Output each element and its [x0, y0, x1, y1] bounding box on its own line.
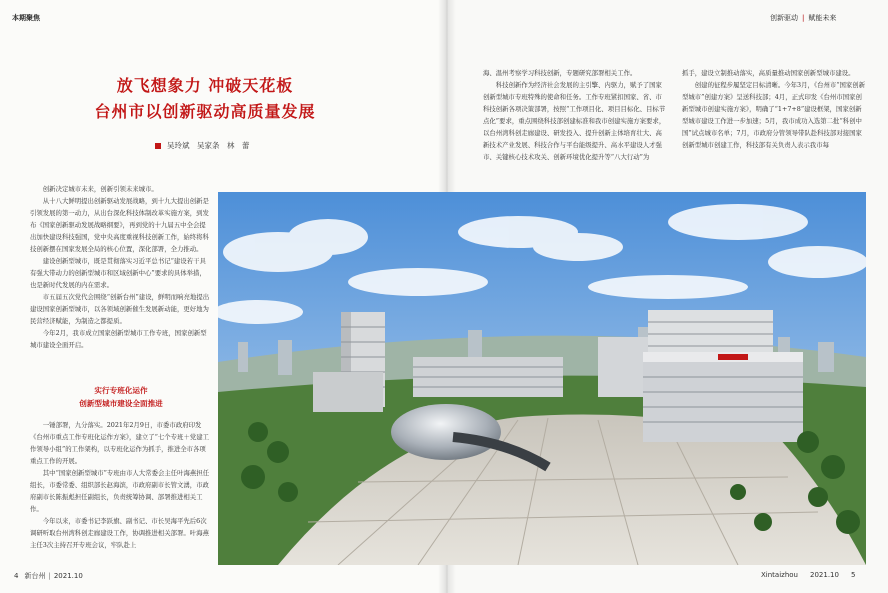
right-column-b [682, 67, 866, 151]
folio-left [14, 571, 83, 581]
paragraph: 市五届五次党代会围绕“创新台州”建设，鲜明而响亮地提出建设国家创新型城市，以各领域创新催生发展新动能，更好地为民营经济赋能，为制造之都提质。 [30, 293, 210, 325]
section-subhead [30, 384, 212, 410]
subhead-line-1: 实行专班化运作 [94, 386, 148, 395]
left-column-bottom [30, 419, 212, 551]
subhead-line-2: 创新型城市建设全面推进 [79, 399, 163, 408]
paragraph: 一锤部署，九分落实。2021年2月9日，市委市政府印发《台州市重点工作专班化运作方案》，建立了“七个专班＋党建工作领导小组”的工作架构，以专班化运作为抓手，推进全市各项重点工作的开展。 [30, 421, 210, 465]
dome-building [391, 404, 501, 460]
paragraph: 今年2月，我市成立国家创新型城市工作专班，国家创新型城市建设全面开启。 [30, 329, 207, 349]
page-number-left: 4 [14, 572, 19, 580]
paragraph: 创建的征程步履坚定目标清晰。今年3月，《台州市“国家创新型城市”创建方案》呈送科技部；4月，正式印发《台州市国家创新型城市创建实施方案》，明确了“1+7+8”建设框架，国家创新型城市建设工作进一步加速；5月，我市成功入选第二批“科创中国”试点城市名单；7月，市政府分管领导带队赴科技部对接国家创新型城市创建工作，科技部有关负责人表示我市每 [682, 81, 866, 149]
right-column-a [483, 67, 668, 163]
paragraph: 海、温州考察学习科技创新，专题研究部署相关工作。 [483, 69, 637, 77]
running-head-separator-icon: | [802, 14, 805, 22]
running-head-right [770, 13, 836, 23]
folio-separator-icon: | [48, 572, 51, 580]
byline [155, 140, 250, 151]
headline-line-2: 台州市以创新驱动高质量发展 [94, 102, 316, 121]
folio-right [761, 571, 855, 579]
paragraph: 其中“国家创新型城市”专班由市人大常委会主任叶海燕担任组长，市委常委、组织部长赵海滨，市政府副市长管文湧，市政府副市长陈振彪担任副组长，负责统筹协调、部署推进相关工作。 [30, 469, 210, 513]
long-building-center [413, 357, 563, 397]
page-number-right: 5 [850, 571, 856, 579]
paragraph: 从十八大鲜明提出创新驱动发展战略，到十九大提出创新是引领发展的第一动力，从出台深化科技体制改革实施方案，到发布《国家创新驱动发展战略纲要》，再到党的十九届五中全会提出加快建设科技强国，党中央高度重视科技创新工作，始终将科技创新摆在国家发展全局的核心位置，深化部署，全力推动。 [30, 197, 209, 253]
paragraph: 创新决定城市未来，创新引领未来城市。 [42, 185, 158, 193]
magazine-name-left: 新台州 [24, 572, 46, 580]
paragraph: 抓手，建设立制推动落实，高质量推动国家创新型城市建设。 [682, 69, 855, 77]
byline-authors: 吴玲斌 吴家条 林 蕾 [167, 141, 250, 150]
aerial-campus-photo [218, 192, 866, 565]
running-head-left: 本期聚焦 [12, 14, 40, 22]
running-head-right-b: 赋能未来 [808, 14, 837, 22]
paragraph: 科技创新作为经济社会发展的主引擎、内驱力，赋予了国家创新型城市专班特殊的使命和任务。工作专班紧扣国家、省、市科技创新各项决策部署，按照“工作项目化、项目目标化、目标节点化”要求，重点围绕科技部创建标准和我市创建实施方案要求，以台州湾科创走廊建设、研发投入、提升创新主体培育壮大、高新技术产业发展、科技合作与平台能级提升、高水平建设人才强市、关键核心技术攻关、创新环境优化提升等“八大行动”为 [483, 81, 666, 161]
campus-photo-illustration [218, 192, 866, 565]
red-square-icon [155, 143, 161, 149]
left-column-top [30, 183, 212, 351]
magazine-name-right: Xintaizhou [761, 571, 798, 579]
running-head-right-a: 创新驱动 [770, 14, 798, 22]
headline-line-1: 放飞想象力 冲破天花板 [116, 76, 294, 95]
issue-left: 2021.10 [53, 572, 83, 580]
paragraph: 今年以来，市委书记李跃旗、副书记、市长吴海平先后6次调研听取台州湾科创走廊建设工作，协调推进相关部署。叶海燕主任3次主持召开专班会议，牢队赴上 [30, 517, 209, 549]
paragraph: 建设创新型城市，既是贯彻落实习近平总书记“建设若干具有强大带动力的创新型城市和区域创新中心”要求的具体举措，也是新时代发展的内在需求。 [30, 257, 206, 289]
issue-right: 2021.10 [810, 571, 839, 579]
